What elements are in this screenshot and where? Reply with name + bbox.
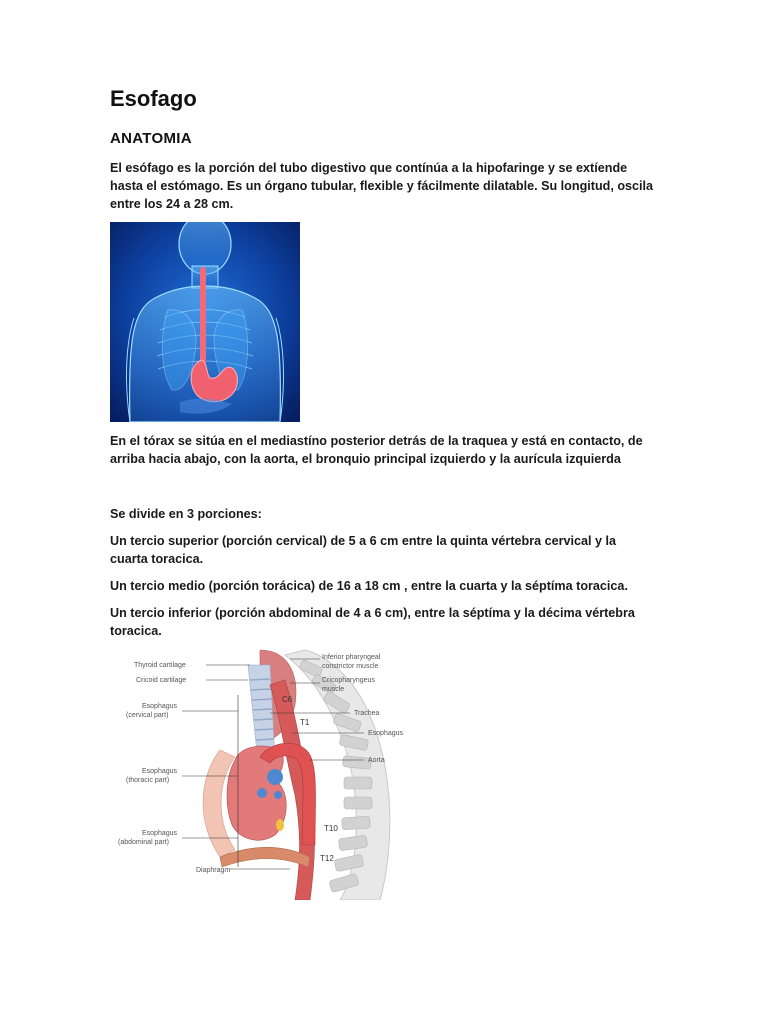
label-cricoid-cartilage: Cricoid cartilage xyxy=(136,677,187,684)
page-title: Esofago xyxy=(110,86,197,111)
label-esophagus-cervical-2: (cervical part) xyxy=(126,712,169,719)
label-thyroid-cartilage: Thyroid cartilage xyxy=(134,662,186,669)
label-inferior-pharyngeal-1: Inferior pharyngeal xyxy=(322,654,381,661)
paragraph-middle-third: Un tercio medio (porción torácica) de 16 a 18 cm , entre la cuarta y la séptíma toracica. xyxy=(110,579,628,593)
label-esophagus-thoracic-2: (thoracic part) xyxy=(126,777,170,784)
paragraph-lower-third: Un tercio inferior (porción abdominal de 4 a 6 cm), entre la séptíma y la décima vértebra toracica. xyxy=(110,606,635,638)
label-diaphragm: Diaphragm xyxy=(196,867,231,874)
label-inferior-pharyngeal-2: constrictor muscle xyxy=(322,663,379,670)
vertebra-t1: T1 xyxy=(300,718,310,727)
label-esophagus-thoracic-1: Esophagus xyxy=(142,768,178,775)
torso-esophagus-illustration xyxy=(110,222,300,422)
label-aorta: Aorta xyxy=(368,757,385,764)
label-esophagus-cervical-1: Esophagus xyxy=(142,703,178,710)
paragraph-intro: El esófago es la porción del tubo digestivo que contínúa a la hipofaringe y se extíende hasta el estómago. Es un órgano tubular, flexible y fácilmente dilatable. Su longitud, oscila entre los 24 a 28 cm. xyxy=(110,161,654,211)
esophagus-sagittal-diagram xyxy=(110,645,420,900)
paragraph-thorax: En el tórax se sitúa en el mediastíno posterior detrás de la traquea y está en contacto, de arriba hacia abajo, con la aorta, el bronquio principal izquierdo y la aurícula izquierda xyxy=(110,434,643,466)
vertebra-t10: T10 xyxy=(324,824,338,833)
paragraph-upper-third: Un tercio superior (porción cervical) de 5 a 6 cm entre la quinta vértebra cervical y la cuarta toracica. xyxy=(110,534,617,566)
label-trachea: Trachea xyxy=(354,710,380,717)
label-cricopharyngeus-2: muscle xyxy=(322,686,345,693)
section-heading: ANATOMIA xyxy=(110,130,192,147)
label-cricopharyngeus-1: Cricopharyngeus xyxy=(322,677,375,684)
vertebra-t12: T12 xyxy=(320,854,334,863)
label-esophagus-right: Esophagus xyxy=(368,730,404,737)
vertebra-c6: C6 xyxy=(282,695,293,704)
label-esophagus-abdominal-2: (abdominal part) xyxy=(118,839,169,846)
paragraph-divisions: Se divide en 3 porciones: xyxy=(110,507,262,521)
label-esophagus-abdominal-1: Esophagus xyxy=(142,830,178,837)
